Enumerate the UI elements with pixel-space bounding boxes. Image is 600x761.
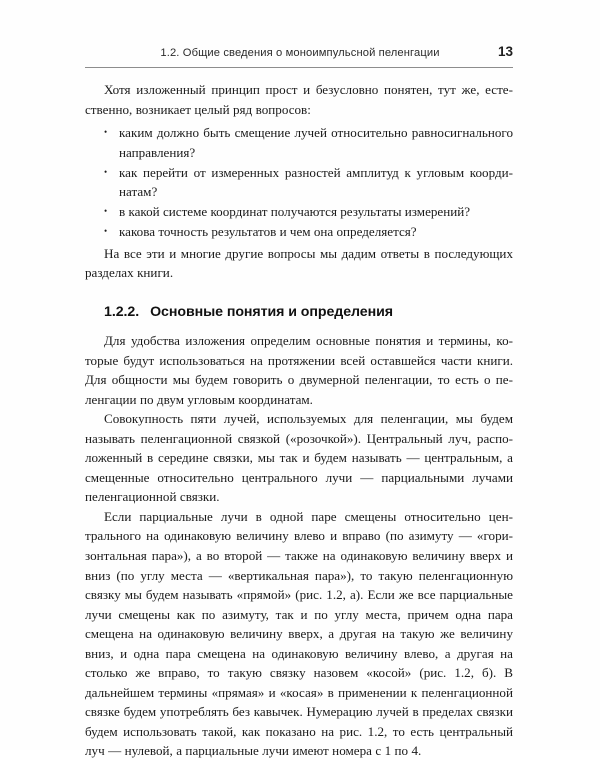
list-item [85,163,513,202]
header-divider [85,67,513,68]
body-paragraph-1: Для удобства изложения определим основные понятия и термины, которые будут использоваться на протяжении всей оставшейся части книги. Для общности мы будем говорить о двумерной пеленгации, то есть о пеленгации по двум угловым координатам. [85,332,513,407]
list-item-label: какова точность результатов и чем она определяется? [119,224,417,240]
list-item [85,202,513,222]
bullet-icon: • [104,127,108,138]
section-heading [85,304,513,320]
intro-paragraph: Хотя изложенный принцип прост и безусловно понятен, тут же, естественно, возникает целый ряд вопросов: [85,82,513,117]
questions-list [85,123,513,242]
page-number: 13 [497,44,513,59]
list-item [85,222,513,242]
list-item-label: каким должно быть смещение лучей относительно равносигнального направления? [119,125,513,160]
body-paragraph-2: Совокупность пяти лучей, используемых для пеленгации, мы будем называть пеленгационной связкой («розочкой»). Центральный луч, расположенный в середине связки, мы так и будем называть — центральным, а смещенные относительно центрального лучи — парциальными лучами пеленгационной связки. [85,411,513,505]
running-head-title: 1.2. Общие сведения о моноимпульсной пеленгации [160,47,440,59]
running-head [85,44,513,66]
list-item [85,123,513,162]
section-number: 1.2.2. [104,303,140,320]
section-title: Основные понятия и определения [150,303,393,320]
page-content [85,80,513,761]
list-item-label: как перейти от измеренных разностей амплитуд к угловым координатам? [119,164,513,200]
bullet-icon: • [104,206,108,217]
after-list-paragraph: На все эти и многие другие вопросы мы дадим ответы в последующих разделах книги. [85,245,513,281]
list-item-label: в какой системе координат получаются результаты измерений? [119,204,471,220]
bullet-icon: • [104,166,108,177]
body-paragraph-3: Если парциальные лучи в одной паре смещены относительно центрального на одинаковую величину влево и вправо (по азимуту — «горизонтальная пара»), а во второй — также на одинаковую величину вверх и вниз (по углу места — «вертикальная пара»), то такую пеленгационную связку мы будем называть «прямой» (рис. 1.2, а). Если же все парциальные лучи смещены как по азимуту, так и по углу места, причем одна пара смещена на одинаковую величину вверх, а другая на такую же величину вниз, и одна пара смещена на одинаковую величину влево, а другая на столько же вправо, то такую связку назовем «косой» (рис. 1.2, б). В дальнейшем термины «прямая» и «косая» в применении к пеленгационной связке будем употреблять без кавычек. Нумерацию лучей в пределах связки будем использовать такой, как показано на рис. 1.2, то есть центральный луч — нулевой, а парциальные лучи имеют номера с 1 по 4. [85,508,513,759]
bullet-icon: • [104,226,108,237]
